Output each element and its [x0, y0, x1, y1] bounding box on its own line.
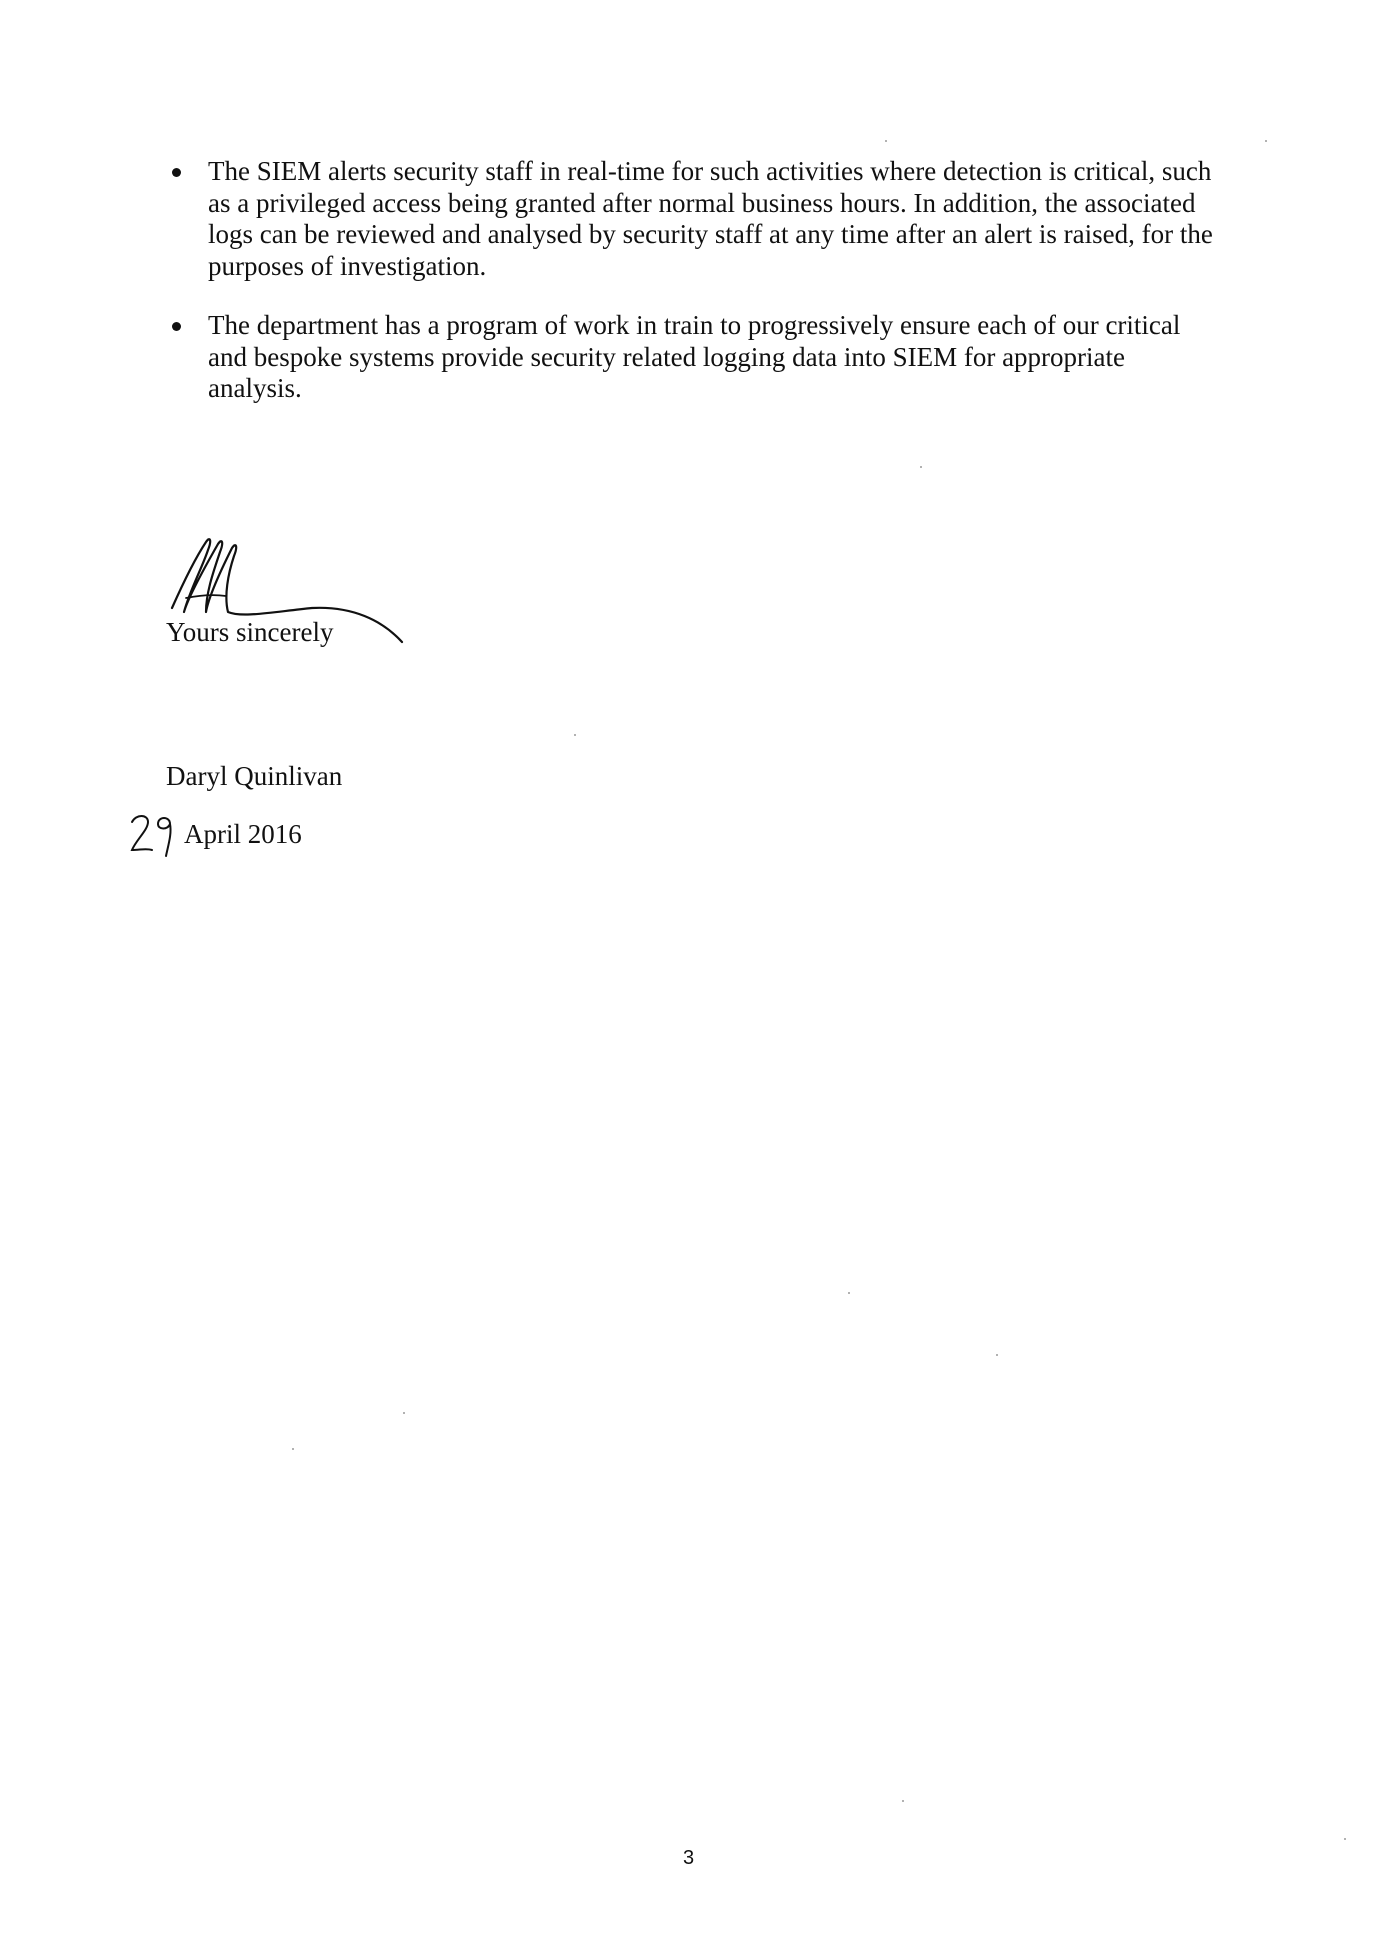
bullet-list	[160, 156, 1220, 433]
bullet-dot-icon	[172, 322, 181, 331]
scan-speck	[403, 1412, 405, 1414]
closing-salutation: Yours sincerely	[166, 617, 334, 647]
scan-speck	[848, 1292, 850, 1294]
bullet-text: The department has a program of work in train to progressively ensure each of our critical and bespoke systems provide security related logging data into SIEM for appropriate analysis.	[208, 310, 1181, 403]
scan-speck	[885, 140, 887, 142]
bullet-item	[160, 156, 1220, 282]
scan-speck	[292, 1448, 294, 1450]
scan-speck	[996, 1354, 998, 1356]
bullet-text: The SIEM alerts security staff in real-time for such activities where detection is critical, such as a privileged access being granted after normal business hours. In addition, the associated logs can be reviewed and analysed by security staff at any time after an alert is raised, for the purposes of investigation.	[208, 156, 1213, 281]
signatory-name: Daryl Quinlivan	[166, 761, 343, 791]
scan-speck	[574, 734, 576, 736]
bullet-dot-icon	[172, 168, 181, 177]
date-month-year: April 2016	[184, 819, 302, 849]
handwritten-day	[128, 810, 182, 860]
scan-speck	[920, 466, 922, 468]
scan-speck	[1265, 140, 1267, 142]
scan-speck	[1344, 1838, 1346, 1840]
page-number: 3	[682, 1847, 695, 1869]
scan-speck	[902, 1800, 904, 1802]
bullet-item	[160, 310, 1220, 405]
